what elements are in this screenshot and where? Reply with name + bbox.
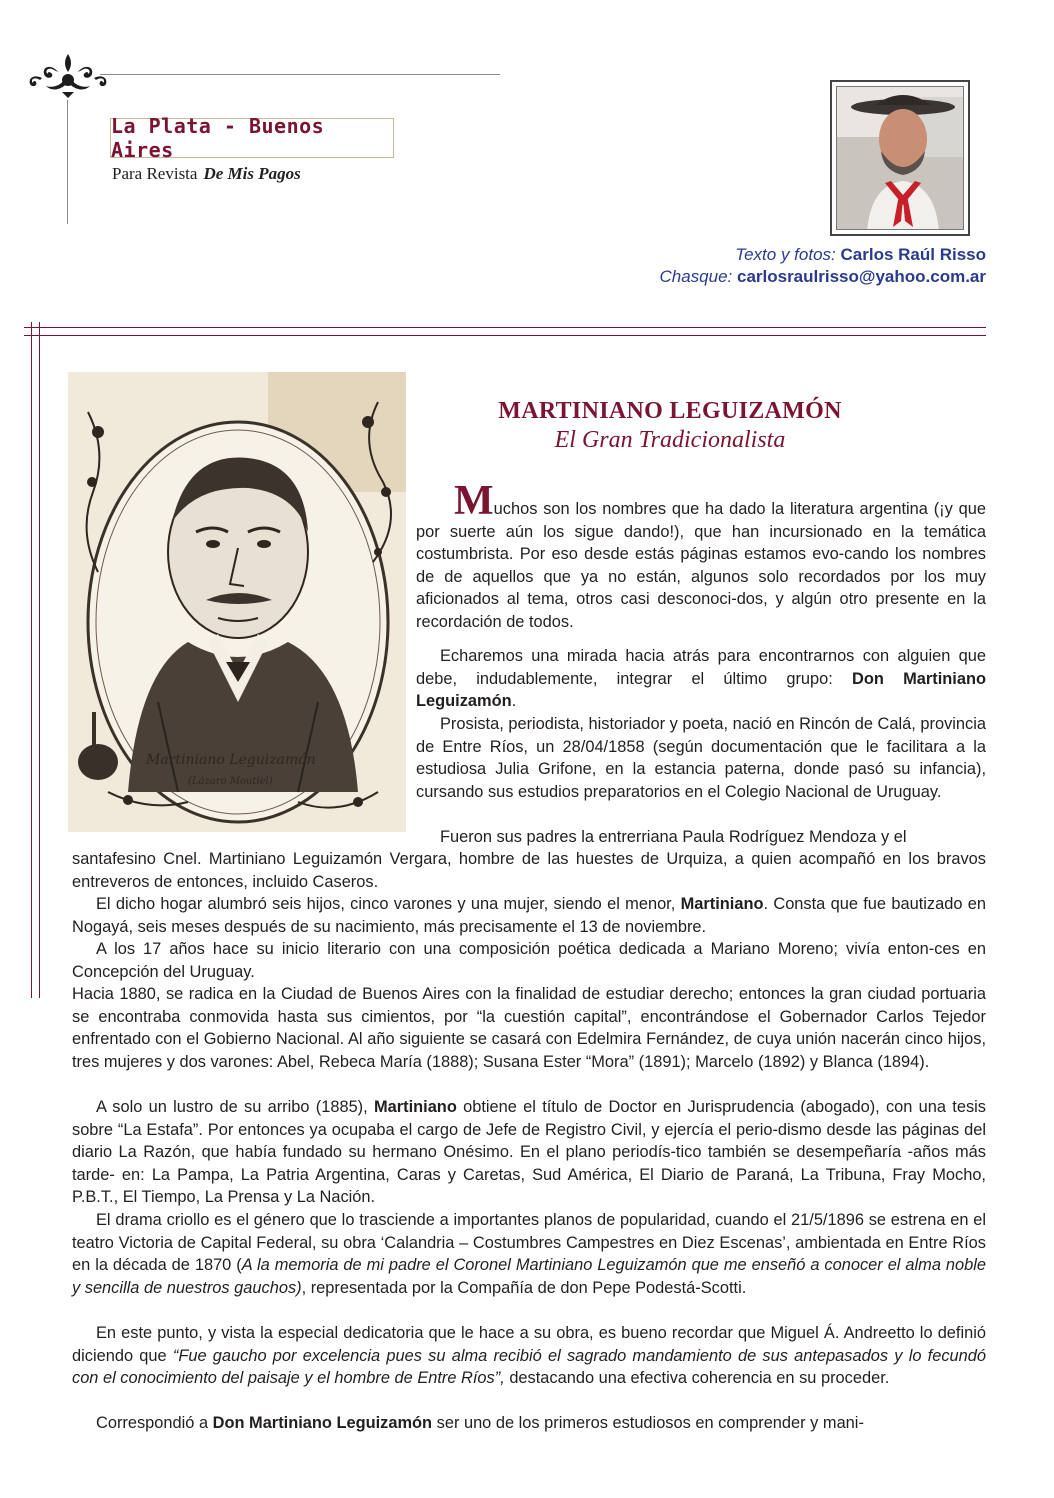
magazine-line xyxy=(112,164,301,184)
portrait-signature: Martiniano Leguizamón xyxy=(146,752,316,768)
fleur-ornament-icon xyxy=(22,52,114,98)
magazine-prefix: Para Revista xyxy=(112,164,198,183)
credit-email[interactable]: carlosraulrisso@yahoo.com.ar xyxy=(736,267,986,286)
paragraph-9-text: El drama criollo es el género que lo trasciende a importantes planos de popularidad, cuando el 21/5/1896 se estrena en el teatro Victoria de Capital Federal, su obra ‘Calandria – Costumbres Campestres en Diez Escenas’, ambientada en Entre Ríos en la década de 1870 ( xyxy=(72,1211,986,1275)
magazine-name: De Mis Pagos xyxy=(203,164,301,183)
paragraph-5-end: . Consta que fue bautizado en Nogayá, seis meses después de su nacimiento, más precisamente el 13 de noviembre. xyxy=(72,895,986,936)
paragraph-2-end: . xyxy=(511,692,517,711)
paragraph-10-italic: “Fue gaucho por excelencia pues su alma recibió el sagrado mandamiento de sus antepasados y lo fecundó con el conocimiento del paisaje y el hombre de Entre Ríos”, xyxy=(72,1346,987,1388)
drop-cap: M xyxy=(454,478,494,524)
location-label: La Plata - Buenos Aires xyxy=(110,118,394,158)
paragraph-1 xyxy=(416,478,986,634)
paragraph-4-first-line: Fueron sus padres la entrerriana Paula Rodríguez Mendoza y el xyxy=(440,828,907,846)
author-photo-image xyxy=(837,87,964,230)
paragraph-8-bold: Martiniano xyxy=(373,1098,457,1116)
paragraph-7: Hacia 1880, se radica en la Ciudad de Buenos Aires con la finalidad de estudiar derecho; entonces la gran ciudad portuaria se encontraba conmovida hasta sus cimientos, por “la cuestión capital”, encontrándose el Gobernador Carlos Tejedor enfrentado con el Gobierno Nacional. Al año siguiente se casará con Edelmira Fernández, de cuya unión nacerán cinco hijos, tres mujeres y dos varones: Abel, Rebeca María (1888); Susana Ester “Mora” (1891); Marcelo (1892) y Blanca (1894). xyxy=(72,985,986,1071)
author-photo xyxy=(830,80,970,236)
frame-line-top-inner xyxy=(24,335,986,336)
credit-mail-label: Chasque: xyxy=(659,267,733,286)
credits xyxy=(659,244,986,288)
article-title: MARTINIANO LEGUIZAMÓN xyxy=(498,398,842,424)
paragraph-2 xyxy=(416,645,986,713)
paragraph-3: Prosista, periodista, historiador y poeta, nació en Rincón de Calá, provincia de Entre Ríos, un 28/04/1858 (según documentación que le facilitara a la estudiosa Julia Grifone, en la estancia paterna, donde pasó su infancia), cursando sus estudios preparatorios en el Colegio Nacional de Uruguay. xyxy=(416,715,986,801)
credit-text-label: Texto y fotos: xyxy=(735,245,836,264)
paragraph-1-text: uchos son los nombres que ha dado la literatura argentina (¡y que por suerte aún los sigue dando!), que han incursionado en la temática costumbrista. Por eso desde estás páginas estamos evo-cando los nombres de de aquellos que ya no están, algunos solo recordados por los muy aficionados al tema, otros casi desconoci-dos, y algún otro presente en la recordación de todos. xyxy=(416,500,986,631)
paragraph-8 xyxy=(72,1096,986,1209)
paragraph-9-italic: A la memoria de mi padre el Coronel Martiniano Leguizamón que me enseñó a conocer el alma noble y sencilla de nuestros gauchos) xyxy=(72,1256,986,1297)
frame-line-top xyxy=(24,327,986,328)
paragraph-8-text: A solo un lustro de su arribo (1885), xyxy=(96,1098,374,1116)
paragraph-10-text: En este punto, y vista la especial dedicatoria que le hace a su obra, es bueno recordar que Miguel Á. Andreetto lo definió diciendo que xyxy=(72,1324,986,1365)
article-heading xyxy=(410,398,930,454)
header-side-rule xyxy=(67,100,68,224)
paragraph-9-end: , representada por la Compañía de don Pepe Podestá-Scotti. xyxy=(301,1278,747,1297)
header-rule xyxy=(100,74,500,75)
frame-line-left-inner xyxy=(39,322,40,998)
paragraph-10 xyxy=(72,1322,986,1390)
paragraph-9 xyxy=(72,1209,986,1299)
paragraph-4: santafesino Cnel. Martiniano Leguizamón Vergara, hombre de las huestes de Urquiza, a quien acompañó en los bravos entreveros de entonces, incluido Caseros. xyxy=(72,850,986,891)
paragraph-8-end: obtiene el título de Doctor en Jurisprudencia (abogado), con una tesis sobre “La Estafa”. Por entonces ya ocupaba el cargo de Jefe de Registro Civil, y ejercía el perio-dismo desde las páginas del diario La Razón, que había fundado su hermano Onésimo. En el plano periodís-tico también se desempeñaría -años más tarde- en: La Pampa, La Patria Argentina, Caras y Caretas, Sud América, El Diario de Paraná, La Tribuna, Fray Mocho, P.B.T., El Tiempo, La Prensa y La Nación. xyxy=(72,1098,986,1207)
credit-author: Carlos Raúl Risso xyxy=(840,245,986,264)
paragraph-5 xyxy=(72,893,986,938)
paragraph-2-text: Echaremos una mirada hacia atrás para encontrarnos con alguien que debe, indudablemente, integrar el último grupo: xyxy=(416,647,986,688)
paragraph-11-bold: Don Martiniano Leguizamón xyxy=(212,1414,433,1432)
credit-text-line xyxy=(659,244,986,266)
paragraph-6: A los 17 años hace su inicio literario con una composición poética dedicada a Mariano Moreno; vivía enton-ces en Concepción del Uruguay. xyxy=(72,940,986,981)
paragraph-10-end: destacando una efectiva coherencia en su proceder. xyxy=(504,1369,890,1388)
paragraph-11-end: ser uno de los primeros estudiosos en comprender y mani- xyxy=(432,1414,864,1432)
paragraph-5-bold: Martiniano xyxy=(680,895,764,913)
portrait-drawing xyxy=(68,372,406,832)
paragraph-11-text: Correspondió a xyxy=(96,1414,213,1432)
portrait-engraving xyxy=(68,372,406,832)
credit-mail-line xyxy=(659,266,986,288)
article-subtitle: El Gran Tradicionalista xyxy=(554,427,786,453)
paragraph-5-text: El dicho hogar alumbró seis hijos, cinco varones y una mujer, siendo el menor, xyxy=(96,895,681,913)
paragraph-11 xyxy=(72,1412,986,1435)
portrait-artist: (Lázaro Moutiel) xyxy=(188,776,273,787)
frame-line-left xyxy=(31,322,32,998)
paragraph-2-bold: Don Martiniano Leguizamón xyxy=(416,669,986,711)
